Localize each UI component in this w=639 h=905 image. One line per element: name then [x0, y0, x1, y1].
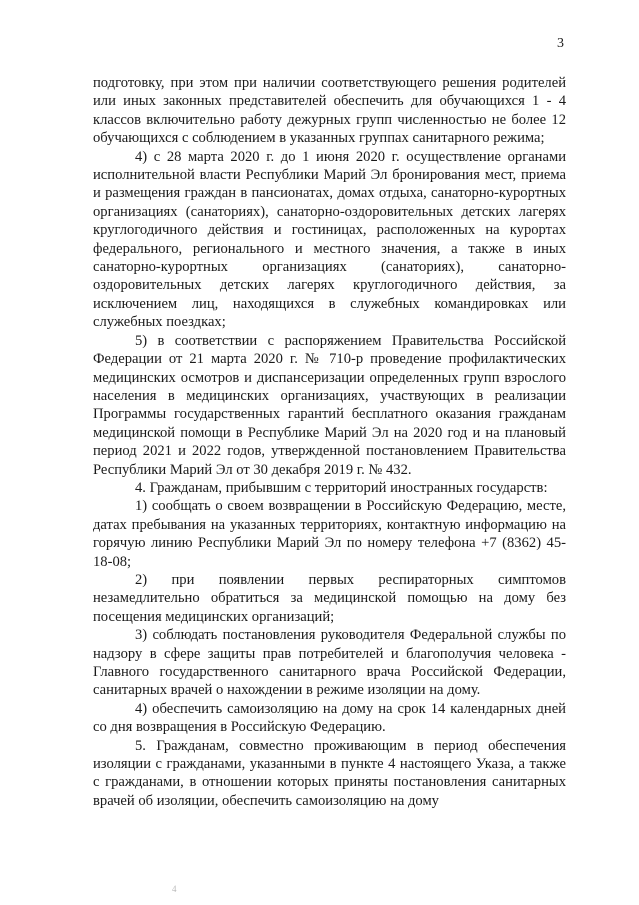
document-body: [93, 74, 566, 810]
paragraph-item-3-5: 5) в соответствии с распоряжением Правительства Российской Федерации от 21 марта 2020 г. № 710-р проведение профилактических медицинских осмотров и диспансеризации определенных групп взрослого населения в медицинских организациях, участвующих в реализации Программы государственных гарантий бесплатного оказания гражданам медицинской помощи в Республике Марий Эл на 2020 год и на плановый период 2021 и 2022 годов, утвержденной постановлением Правительства Республики Марий Эл от 30 декабря 2019 г. № 432.: [93, 332, 566, 478]
paragraph-item-4-3: 3) соблюдать постановления руководителя Федеральной службы по надзору в сфере защиты прав потребителей и благополучия человека - Главного государственного санитарного врача Российской Федерации, санитарных врачей о нахождении в режиме изоляции на дому.: [93, 627, 566, 699]
paragraph-item-3-4: 4) с 28 марта 2020 г. до 1 июня 2020 г. осуществление органами исполнительной власти Республики Марий Эл бронирования мест, приема и размещения граждан в пансионатах, домах отдыха, санаторно-курортных организациях (санаториях), санаторно-оздоровительных детских лагерях круглогодичного действия и гостиницах, расположенных на курортах федерального, регионального и местного значения, а также в иных санаторно-курортных организациях (санаториях), санаторно-оздоровительных детских лагерях круглогодичного действия, за исключением лиц, находящихся в служебных командировках или служебных поездках;: [93, 148, 566, 331]
paragraph-item-4-2: 2) при появлении первых респираторных симптомов незамедлительно обратиться за медицинской помощью на дому без посещения медицинских организаций;: [93, 571, 566, 625]
page-number: 3: [557, 36, 564, 51]
paragraph-section-5: 5. Гражданам, совместно проживающим в период обеспечения изоляции с гражданами, указанными в пункте 4 настоящего Указа, а также с гражданами, в отношении которых приняты постановления санитарных врачей об изоляции, обеспечить самоизоляцию на дому: [93, 737, 566, 809]
paragraph-continuation: подготовку, при этом при наличии соответствующего решения родителей или иных законных представителей обеспечить для обучающихся 1 - 4 классов включительно работу дежурных групп численностью не более 12 обучающихся с соблюдением в указанных группах санитарного режима;: [93, 75, 566, 147]
footer-mark: 4: [172, 884, 177, 894]
paragraph-item-4-1: 1) сообщать о своем возвращении в Российскую Федерацию, месте, датах пребывания на указанных территориях, контактную информацию на горячую линию Республики Марий Эл по номеру телефона +7 (8362) 45-18-08;: [93, 498, 566, 570]
paragraph-section-4: 4. Гражданам, прибывшим с территорий иностранных государств:: [135, 479, 548, 496]
paragraph-item-4-4: 4) обеспечить самоизоляцию на дому на срок 14 календарных дней со дня возвращения в Российскую Федерацию.: [93, 700, 566, 736]
